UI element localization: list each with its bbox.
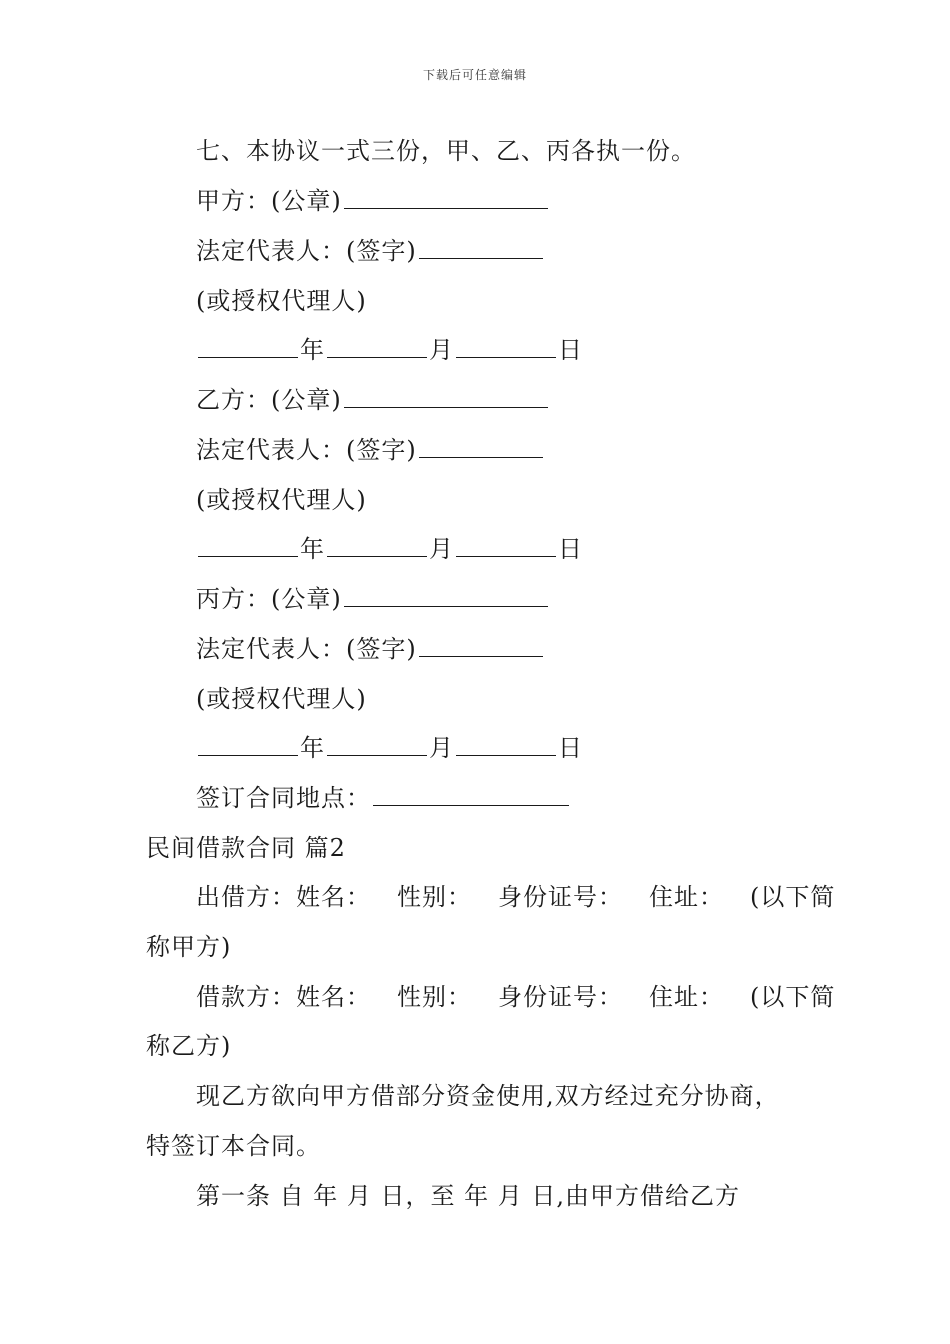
year-label: 年 [300,336,325,364]
borrower-id-label: 身份证号： [498,983,623,1011]
party-b-signature-blank[interactable] [419,435,543,458]
borrower-name-label: 借款方：姓名： [196,983,371,1011]
party-c-year-blank[interactable] [198,733,298,756]
party-b-date-line [196,534,583,564]
party-a-legal-rep-line [196,236,545,266]
clause-seven: 七、本协议一式三份，甲、乙、丙各执一份。 [196,137,696,165]
lender-abbrev-suffix: 称甲方) [146,933,232,961]
party-a-day-blank[interactable] [456,335,556,358]
day-label: 日 [558,535,583,563]
party-c-date-line [196,733,583,763]
page-header: 下载后可任意编辑 [422,68,527,82]
party-c-legal-rep-line [196,634,545,664]
party-a-agent-label: (或授权代理人) [196,287,367,315]
party-a-legal-rep-label: 法定代表人：(签字) [196,237,417,265]
borrower-abbrev-suffix: 称乙方) [146,1032,232,1060]
borrower-address-label: 住址： [649,983,724,1011]
borrower-info-line [196,982,835,1012]
party-a-date-line [196,335,583,365]
party-c-seal-label: 丙方：(公章) [196,585,342,613]
article-one-line: 第一条 自 年 月 日，至 年 月 日,由甲方借给乙方 [196,1182,741,1210]
lender-info-line [196,882,835,912]
borrower-gender-label: 性别： [397,983,472,1011]
year-label: 年 [300,535,325,563]
party-b-seal-label: 乙方：(公章) [196,386,342,414]
party-a-seal-label: 甲方：(公章) [196,187,342,215]
party-b-day-blank[interactable] [456,534,556,557]
year-label: 年 [300,734,325,762]
intro-paragraph-line-1: 现乙方欲向甲方借部分资金使用,双方经过充分协商， [196,1082,780,1110]
borrower-abbrev-label: (以下简 [750,983,836,1011]
party-c-seal-line [196,584,550,614]
intro-paragraph-line-2: 特签订本合同。 [146,1132,321,1160]
month-label: 月 [429,734,454,762]
party-b-seal-line [196,385,550,415]
party-c-signature-blank[interactable] [419,634,543,657]
party-a-signature-blank[interactable] [419,236,543,259]
lender-abbrev-label: (以下简 [750,883,836,911]
party-b-seal-blank[interactable] [344,385,548,408]
day-label: 日 [558,734,583,762]
sign-place-line [196,783,571,813]
party-b-legal-rep-label: 法定代表人：(签字) [196,436,417,464]
lender-address-label: 住址： [649,883,724,911]
party-b-legal-rep-line [196,435,545,465]
sign-place-label: 签订合同地点： [196,784,371,812]
lender-gender-label: 性别： [397,883,472,911]
party-a-seal-line [196,186,550,216]
party-b-agent-label: (或授权代理人) [196,486,367,514]
party-c-month-blank[interactable] [327,733,427,756]
contract-2-title: 民间借款合同 篇2 [146,834,346,862]
lender-name-label: 出借方：姓名： [196,883,371,911]
party-b-year-blank[interactable] [198,534,298,557]
day-label: 日 [558,336,583,364]
party-a-seal-blank[interactable] [344,186,548,209]
party-a-year-blank[interactable] [198,335,298,358]
party-a-month-blank[interactable] [327,335,427,358]
sign-place-blank[interactable] [373,783,569,806]
party-b-month-blank[interactable] [327,534,427,557]
month-label: 月 [429,336,454,364]
party-c-legal-rep-label: 法定代表人：(签字) [196,635,417,663]
lender-id-label: 身份证号： [498,883,623,911]
month-label: 月 [429,535,454,563]
party-c-agent-label: (或授权代理人) [196,685,367,713]
party-c-day-blank[interactable] [456,733,556,756]
party-c-seal-blank[interactable] [344,584,548,607]
